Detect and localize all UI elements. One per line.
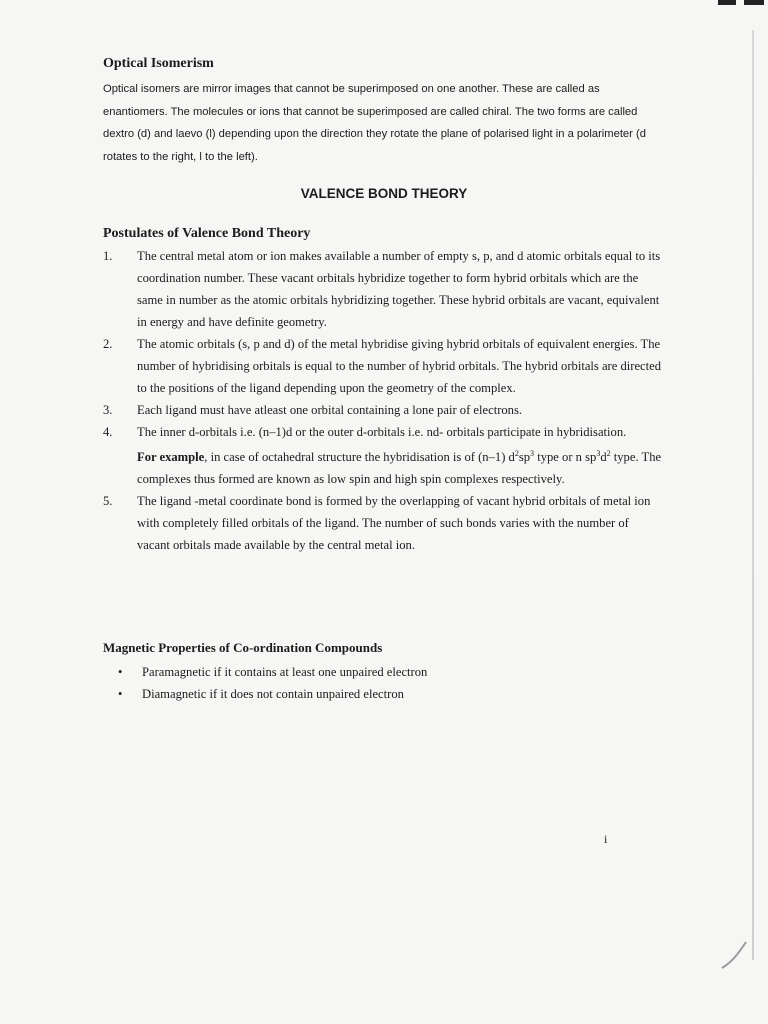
postulate-text: The atomic orbitals (s, p and d) of the metal hybridise giving hybrid orbitals of equivalent energies. The number of hybridising orbitals is equal to the number of hybrid orbitals. The hybrid orbitals are directed to the positions of the ligand depending upon the geometry of the complex. — [137, 337, 662, 395]
postulate-item-2 — [103, 333, 663, 399]
magnetic-list — [118, 661, 618, 705]
postulate-number: 4. — [103, 425, 113, 439]
magnetic-bullet-2 — [118, 683, 618, 705]
magnetic-bullet-1 — [118, 661, 618, 683]
postulates-list — [103, 245, 663, 556]
postulate-text: The inner d-orbitals i.e. (n–1)d or the outer d-orbitals i.e. nd- orbitals participate in hybridisation. — [137, 425, 627, 439]
postulate-text: The ligand -metal coordinate bond is formed by the overlapping of vacant hybrid orbitals of metal ion with completely filled orbitals of the ligand. The number of such bonds varies with the number of vacant orbitals made available by the central metal ion. — [137, 494, 651, 553]
postulate-item-1 — [103, 245, 663, 333]
scan-edge-line — [752, 30, 754, 960]
example-text-post: type. The complexes thus formed are known as low spin and high spin complexes respectively. — [137, 450, 662, 487]
optical-isomerism-heading: Optical Isomerism — [103, 56, 214, 71]
postulate-number: 2. — [103, 337, 113, 351]
postulate-item-5 — [103, 490, 663, 556]
vbt-title: VALENCE BOND THEORY — [300, 186, 468, 201]
bullet-dot-icon: • — [118, 665, 123, 679]
magnetic-heading: Magnetic Properties of Co-ordination Compounds — [103, 640, 383, 655]
postulate-number: 5. — [103, 494, 113, 509]
postulate-example: For example, in case of octahedral structure the hybridisation is of (n–1) $d^2sp^3$ type or n $sp^3d^2$ type. The complexes thus formed are known as low spin and high spin complexes respectively. — [137, 449, 662, 487]
page-curl-mark — [718, 940, 748, 970]
optical-isomerism-paragraph: Optical isomers are mirror images that cannot be superimposed on one another. These are called as enantiomers. The molecules or ions that cannot be superimposed are called chiral. The two forms are called dextro (d) and laevo (l) depending upon the direction they rotate the plane of polarised light in a polarimeter (d rotates to the right, l to the left). — [103, 83, 646, 163]
example-text-pre: , in case of octahedral structure the hybridisation is of (n–1) d — [204, 450, 515, 465]
bullet-dot-icon: • — [118, 687, 123, 701]
example-label: For example — [137, 450, 205, 465]
postulate-text: The central metal atom or ion makes available a number of empty s, p, and d atomic orbitals equal to its coordination number. These vacant orbitals hybridize together to form hybrid orbitals which are the same in number as the atomic orbitals hybridizing together. These hybrid orbitals are vacant, equivalent in energy and have definite geometry. — [137, 249, 661, 329]
bullet-text: Diamagnetic if it does not contain unpaired electron — [142, 687, 404, 701]
postulate-item-4 — [103, 421, 663, 490]
postulate-number: 3. — [103, 403, 113, 417]
postulate-text: Each ligand must have atleast one orbital containing a lone pair of electrons. — [137, 403, 523, 417]
scan-corner-mark — [708, 0, 768, 6]
postulate-number: 1. — [103, 249, 113, 263]
postulate-item-3 — [103, 399, 663, 421]
bullet-text: Paramagnetic if it contains at least one unpaired electron — [142, 665, 428, 679]
postulates-heading: Postulates of Valence Bond Theory — [103, 226, 311, 241]
page-number: i — [604, 832, 608, 846]
